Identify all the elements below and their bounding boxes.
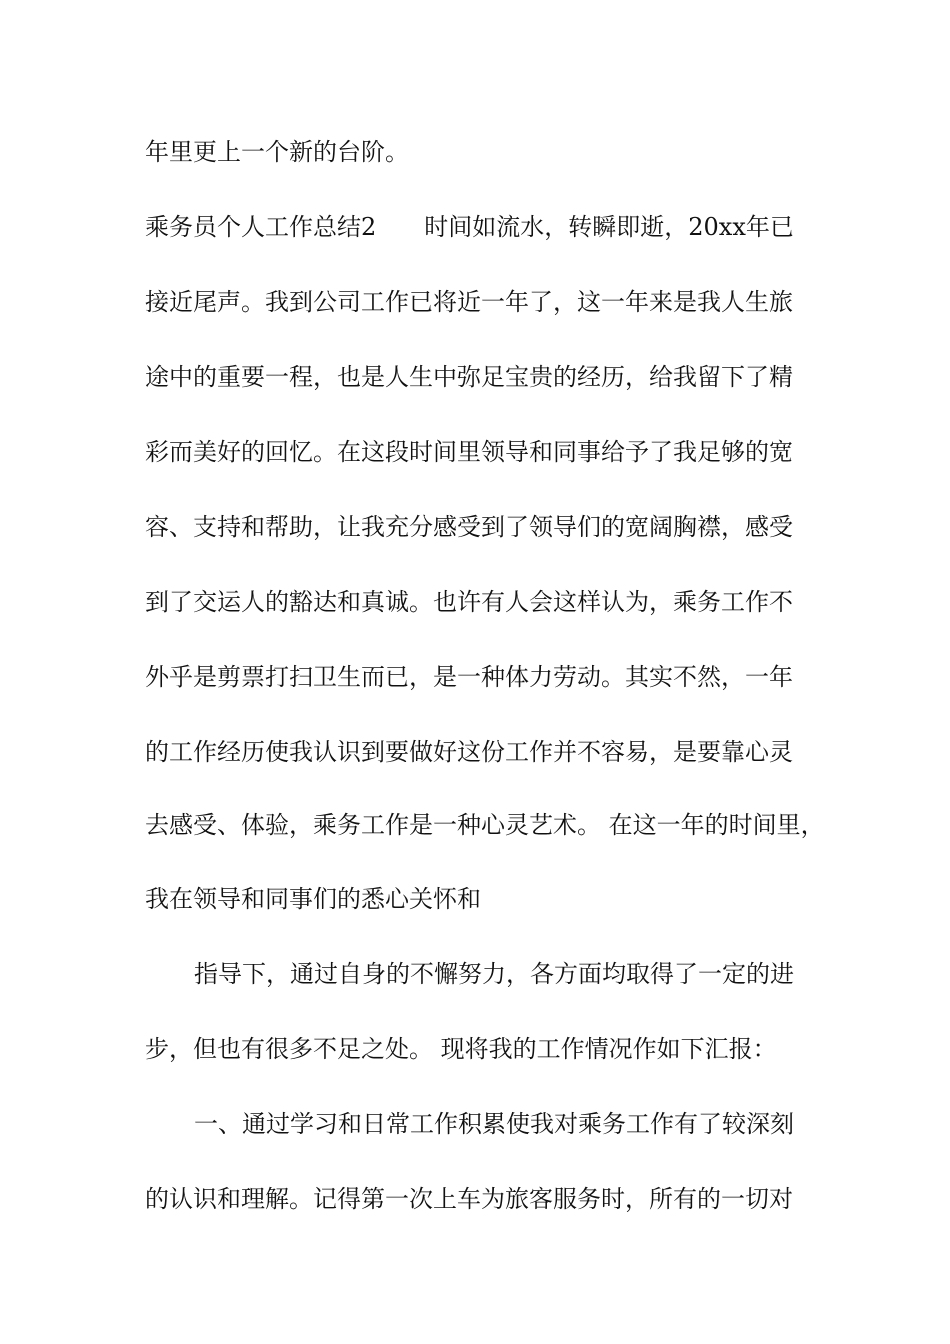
- text-line: 我在领导和同事们的悉心关怀和: [145, 885, 481, 913]
- text-line: 一、通过学习和日常工作积累使我对乘务工作有了较深刻: [194, 1110, 794, 1138]
- text-line: 外乎是剪票打扫卫生而已，是一种体力劳动。其实不然，一年: [145, 663, 793, 691]
- text-line: 途中的重要一程，也是人生中弥足宝贵的经历，给我留下了精: [145, 363, 793, 391]
- text-line: 步，但也有很多不足之处。 现将我的工作情况作如下汇报：: [145, 1035, 777, 1063]
- text-line: 容、支持和帮助，让我充分感受到了领导们的宽阔胸襟，感受: [145, 513, 793, 541]
- text-line: 的认识和理解。记得第一次上车为旅客服务时，所有的一切对: [145, 1185, 793, 1213]
- text-line: 指导下，通过自身的不懈努力，各方面均取得了一定的进: [194, 960, 794, 988]
- text-line: 接近尾声。我到公司工作已将近一年了，这一年来是我人生旅: [145, 288, 793, 316]
- text-line: 去感受、体验，乘务工作是一种心灵艺术。 在这一年的时间里，: [145, 811, 825, 839]
- text-line: 年里更上一个新的台阶。: [145, 138, 409, 166]
- text-line: 到了交运人的豁达和真诚。也许有人会这样认为，乘务工作不: [145, 588, 793, 616]
- text-line: 彩而美好的回忆。在这段时间里领导和同事给予了我足够的宽: [145, 438, 793, 466]
- text-line: 乘务员个人工作总结2 时间如流水，转瞬即逝，20xx年已: [145, 213, 794, 241]
- text-line: 的工作经历使我认识到要做好这份工作并不容易，是要靠心灵: [145, 738, 793, 766]
